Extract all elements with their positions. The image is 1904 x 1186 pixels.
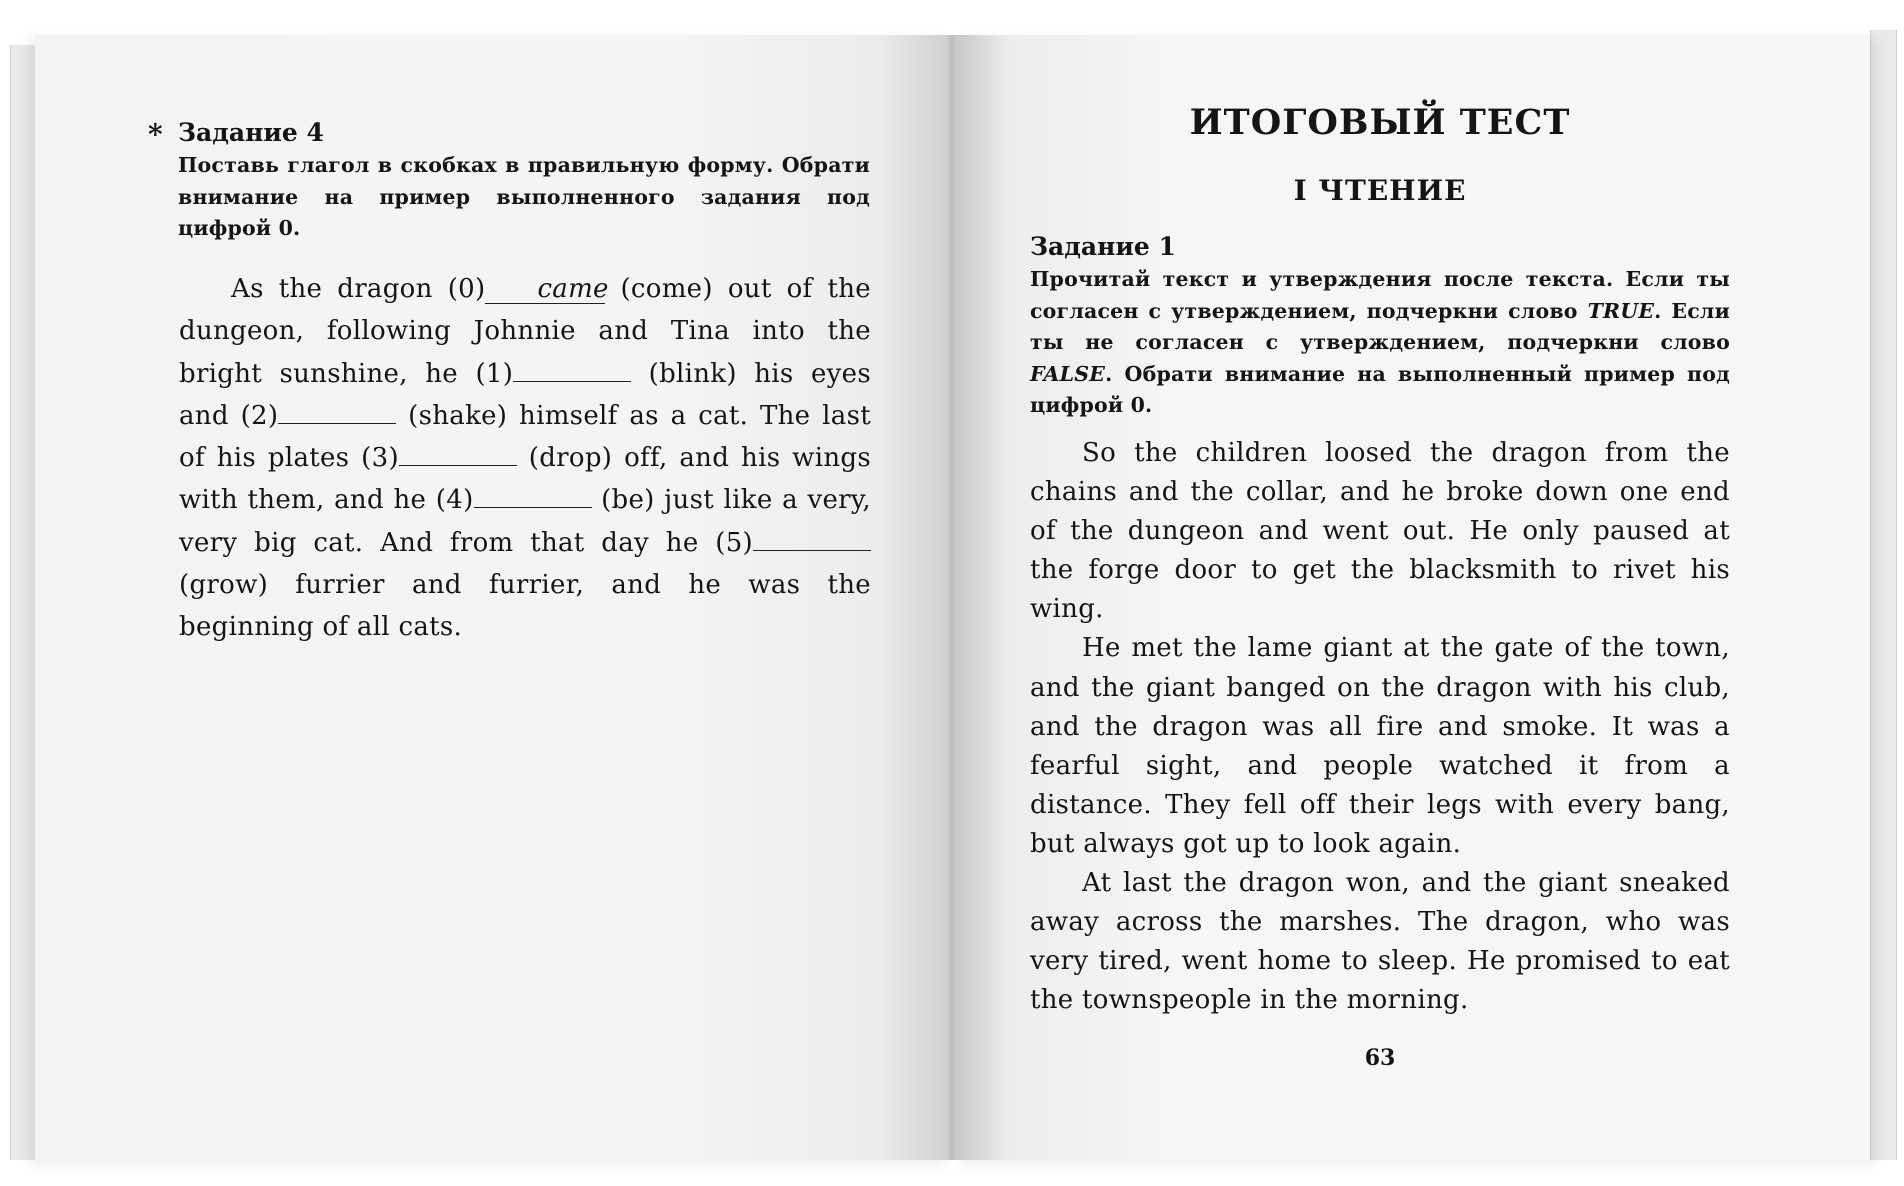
answer-blank-2[interactable] (278, 401, 396, 424)
answer-blank-1[interactable] (513, 359, 631, 382)
reading-paragraph: He met the lame giant at the gate of the town, and the giant banged on the dragon with his club, and the dragon was all fire and smoke. It was a fearful sight, and people watched it from a distance. They fell off their legs with every bang, but always got up to look again. (1030, 633, 1730, 859)
left-page-edges (10, 45, 37, 1160)
left-task-instruction: Поставь глагол в скобках в правильную форму. Обрати внимание на пример выполненного задания под цифрой 0. (178, 153, 870, 240)
example-answer-blank: came (485, 275, 605, 304)
exercise-segment: (blink) his eyes and (2) (179, 358, 871, 431)
right-task-title: Задание 1 (1030, 232, 1176, 261)
section-title: I ЧТЕНИЕ (1293, 174, 1467, 207)
false-word: FALSE (1030, 361, 1106, 386)
reading-paragraph: So the children loosed the dragon from the chains and the collar, and he broke down one end of the dungeon and went out. He only paused at the forge door to get the blacksmith to rivet his wing. (1030, 438, 1730, 625)
exercise-segment: (shake) himself as a cat. The last of his plates (3) (179, 400, 871, 474)
exercise-segment: (come) out of the dungeon, following Johnnie and Tina into the bright sunshine, he (1) (179, 274, 871, 389)
true-word: TRUE (1587, 298, 1655, 323)
right-task-instruction (1030, 264, 1730, 422)
test-heading: ИТОГОВЫЙ ТЕСТ (1189, 102, 1571, 143)
instruction-part: . Обрати внимание на выполненный пример под цифрой 0. (1030, 361, 1730, 417)
instruction-part: Прочитай текст и утверждения после текста. Если ты согласен с утверждением, подчеркни слово (1030, 267, 1730, 323)
answer-blank-3[interactable] (399, 443, 517, 466)
left-exercise-text (179, 268, 871, 649)
exercise-segment: (grow) furrier and furrier, and he was the beginning of all cats. (179, 570, 871, 643)
answer-blank-4[interactable] (474, 485, 592, 508)
right-page-edges (1870, 30, 1897, 1160)
reading-text (1030, 434, 1730, 1020)
exercise-segment: (drop) off, and his wings with them, and he (4) (179, 443, 871, 516)
exercise-segment: (be) just like a very, very big cat. And from that day he (5) (179, 485, 871, 558)
reading-paragraph: At last the dragon won, and the giant sneaked away across the marshes. The dragon, who was very tired, went home to sleep. He promised to eat the townspeople in the morning. (1030, 868, 1730, 1016)
exercise-segment: As the dragon (0) (231, 274, 486, 304)
left-task-title: Задание 4 (178, 118, 324, 147)
page-number: 63 (1364, 1045, 1396, 1071)
instruction-part: . Если ты не согласен с утверждением, подчеркни слово (1030, 298, 1730, 354)
task-star-marker: * (148, 118, 163, 151)
answer-blank-5[interactable] (753, 528, 871, 551)
